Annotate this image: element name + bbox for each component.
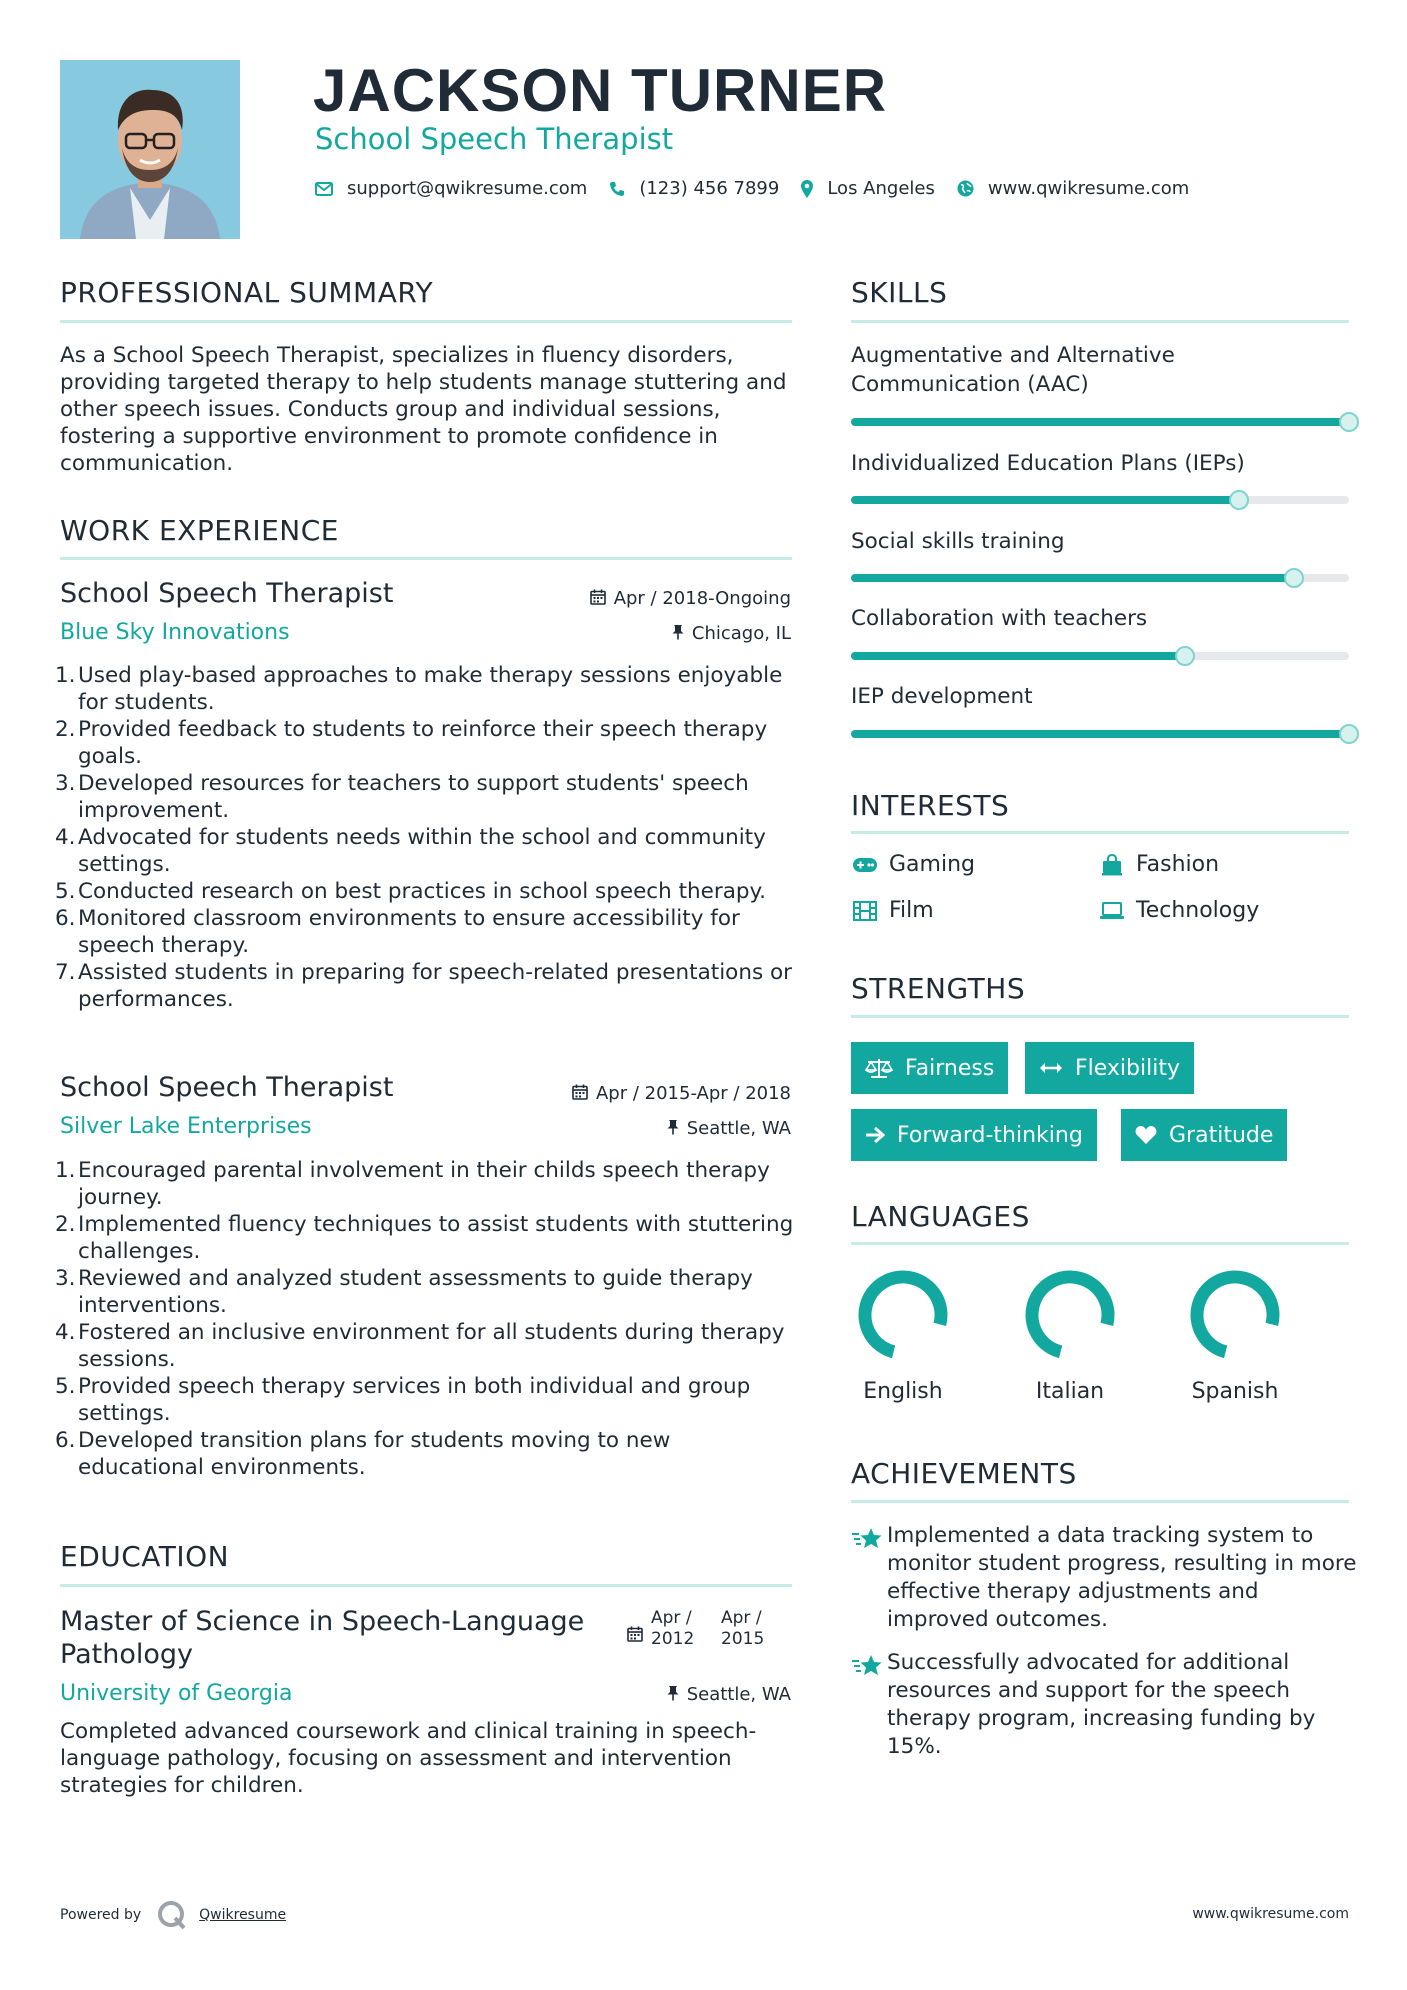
- list-item: 1. Used play-based approaches to make therapy sessions enjoyable for students.: [55, 663, 783, 715]
- interest-item: [851, 898, 934, 923]
- language-level-ring: [1020, 1265, 1120, 1365]
- section-divider: [851, 1242, 1349, 1245]
- interest-label: Film: [889, 898, 934, 923]
- job-location-text: Chicago, IL: [691, 623, 791, 644]
- experience-heading: WORK EXPERIENCE: [60, 514, 339, 547]
- achievement-item: [851, 1649, 1361, 1761]
- list-item: 4. Fostered an inclusive environment for all students during therapy sessions.: [55, 1320, 785, 1372]
- language-item: [1010, 1265, 1130, 1404]
- footer-powered-by: [60, 1900, 286, 1930]
- job-dates-text: Apr / 2018-Ongoing: [613, 588, 791, 609]
- pushpin-icon: [672, 624, 684, 644]
- achievement-text: Implemented a data tracking system to monitor student progress, resulting in more effective therapy adjustments and improved outcomes.: [887, 1523, 1357, 1632]
- skill-bar: [851, 652, 1349, 660]
- skill-bar-fill: [851, 418, 1349, 426]
- summary-heading: PROFESSIONAL SUMMARY: [60, 276, 434, 309]
- qwikresume-logo-icon: [157, 1900, 187, 1930]
- job-bullet-list: [55, 1157, 795, 1481]
- education-dates: [627, 1608, 777, 1650]
- interest-item: [1098, 852, 1219, 877]
- summary-text: As a School Speech Therapist, specializes in fluency disorders, providing targeted therapy to help students manage stuttering and other speech issues. Conducts group and individual sessions, fostering a supportive environment to promote confidence in communication.: [60, 343, 787, 476]
- skill-bar-fill: [851, 652, 1185, 660]
- strength-label: Fairness: [905, 1055, 995, 1081]
- calendar-icon: [627, 1608, 643, 1650]
- skill-bar: [851, 730, 1349, 738]
- section-divider: [851, 1015, 1349, 1018]
- brand-link[interactable]: Qwikresume: [199, 1907, 287, 1923]
- achievement-text: Successfully advocated for additional resources and support for the speech therapy program, increasing funding by 15%.: [887, 1650, 1316, 1759]
- phone-icon: [609, 181, 625, 197]
- education-start: Apr / 2012: [651, 1608, 695, 1649]
- strength-chip: [1025, 1042, 1194, 1094]
- skill-bar-knob: [1339, 724, 1359, 744]
- strength-chip: [851, 1109, 1097, 1161]
- heart-icon: [1135, 1125, 1157, 1145]
- language-level-ring: [853, 1265, 953, 1365]
- contact-bar: [315, 178, 1211, 199]
- job-location: [672, 623, 791, 644]
- education-location: [667, 1684, 791, 1705]
- interest-item: [851, 852, 975, 877]
- job-title: School Speech Therapist: [60, 578, 394, 609]
- job-location-text: Seattle, WA: [686, 1118, 791, 1139]
- gamepad-icon: [851, 857, 879, 873]
- strength-label: Forward-thinking: [897, 1122, 1083, 1148]
- powered-by-label: Powered by: [60, 1907, 142, 1923]
- education-description: Completed advanced coursework and clinical training in speech-language pathology, focusing on assessment and intervention strategies for children.: [60, 1719, 757, 1798]
- list-item: 5. Conducted research on best practices in school speech therapy.: [55, 879, 767, 904]
- interest-label: Gaming: [889, 852, 975, 877]
- strength-label: Flexibility: [1075, 1055, 1180, 1081]
- section-divider: [851, 1500, 1349, 1503]
- skill-bar-knob: [1175, 646, 1195, 666]
- skill-bar: [851, 496, 1349, 504]
- section-divider: [851, 320, 1349, 323]
- strength-chip: [851, 1042, 1008, 1094]
- strengths-heading: STRENGTHS: [851, 972, 1026, 1005]
- interest-label: Technology: [1136, 898, 1260, 923]
- interest-label: Fashion: [1136, 852, 1220, 877]
- interests-heading: INTERESTS: [851, 789, 1010, 822]
- section-divider: [60, 320, 792, 323]
- language-level-ring: [1185, 1265, 1285, 1365]
- list-item: 3. Reviewed and analyzed student assessments to guide therapy interventions.: [55, 1266, 753, 1318]
- skill-bar: [851, 574, 1349, 582]
- achievements-heading: ACHIEVEMENTS: [851, 1457, 1077, 1490]
- globe-icon: [957, 180, 974, 197]
- contact-location: Los Angeles: [827, 178, 935, 199]
- list-item: 1. Encouraged parental involvement in their childs speech therapy journey.: [55, 1158, 770, 1210]
- arrow-right-icon: [865, 1126, 885, 1144]
- strength-label: Gratitude: [1169, 1122, 1274, 1148]
- envelope-icon: [315, 182, 333, 196]
- skill-bar-fill: [851, 496, 1239, 504]
- profile-photo: [60, 60, 240, 239]
- job-location: [667, 1118, 791, 1139]
- education-end: Apr / 2015: [721, 1608, 765, 1649]
- achievement-item: [851, 1522, 1361, 1634]
- school-name: University of Georgia: [60, 1681, 293, 1706]
- skill-label: Collaboration with teachers: [851, 606, 1148, 631]
- job-company: Silver Lake Enterprises: [60, 1114, 312, 1139]
- map-pin-icon: [801, 180, 813, 198]
- language-item: [1175, 1265, 1295, 1404]
- list-item: 6. Monitored classroom environments to ensure accessibility for speech therapy.: [55, 906, 740, 958]
- calendar-icon: [572, 1084, 588, 1104]
- language-label: Spanish: [1191, 1379, 1279, 1404]
- job-dates: [572, 1083, 791, 1104]
- skill-bar: [851, 418, 1349, 426]
- skill-bar-knob: [1339, 412, 1359, 432]
- list-item: 6. Developed transition plans for students moving to new educational environments.: [55, 1428, 671, 1480]
- star-icon: [851, 1522, 887, 1634]
- job-bullet-list: [55, 662, 795, 1013]
- balance-scale-icon: [865, 1057, 893, 1079]
- list-item: 7. Assisted students in preparing for speech-related presentations or performances.: [55, 960, 792, 1012]
- job-dates: [590, 588, 791, 609]
- skill-bar-fill: [851, 574, 1294, 582]
- contact-website[interactable]: www.qwikresume.com: [987, 178, 1190, 199]
- pushpin-icon: [667, 1685, 679, 1705]
- job-company: Blue Sky Innovations: [60, 620, 290, 645]
- job-title: School Speech Therapist: [60, 1072, 394, 1103]
- skill-bar-fill: [851, 730, 1349, 738]
- language-label: Italian: [1035, 1379, 1105, 1404]
- star-icon: [851, 1649, 887, 1761]
- education-heading: EDUCATION: [60, 1540, 230, 1573]
- film-icon: [851, 901, 879, 921]
- skill-label: Augmentative and Alternative Communication (AAC): [851, 343, 1175, 397]
- skills-heading: SKILLS: [851, 276, 948, 309]
- skill-bar-knob: [1284, 568, 1304, 588]
- strength-chip: [1121, 1109, 1287, 1161]
- contact-phone[interactable]: (123) 456 7899: [639, 178, 780, 199]
- interest-item: [1098, 898, 1259, 923]
- list-item: 5. Provided speech therapy services in both individual and group settings.: [55, 1374, 751, 1426]
- contact-email[interactable]: support@qwikresume.com: [347, 178, 588, 199]
- list-item: 2. Provided feedback to students to reinforce their speech therapy goals.: [55, 717, 768, 769]
- list-item: 3. Developed resources for teachers to support students' speech improvement.: [55, 771, 749, 823]
- skill-label: IEP development: [851, 684, 1033, 709]
- shopping-bag-icon: [1098, 854, 1126, 876]
- pushpin-icon: [667, 1119, 679, 1139]
- arrows-horizontal-icon: [1039, 1062, 1063, 1074]
- degree-title: Master of Science in Speech-Language Pathology: [60, 1606, 585, 1670]
- section-divider: [60, 557, 792, 560]
- section-divider: [60, 1584, 792, 1587]
- skill-label: Social skills training: [851, 529, 1065, 554]
- candidate-title: School Speech Therapist: [315, 122, 674, 156]
- footer-website[interactable]: www.qwikresume.com: [1192, 1906, 1349, 1922]
- list-item: 2. Implemented fluency techniques to assist students with stuttering challenges.: [55, 1212, 794, 1264]
- list-item: 4. Advocated for students needs within the school and community settings.: [55, 825, 766, 877]
- language-item: [843, 1265, 963, 1404]
- job-dates-text: Apr / 2015-Apr / 2018: [595, 1083, 791, 1104]
- skill-label: Individualized Education Plans (IEPs): [851, 451, 1245, 476]
- calendar-icon: [590, 589, 606, 609]
- language-label: English: [863, 1379, 943, 1404]
- section-divider: [851, 831, 1349, 834]
- skill-bar-knob: [1229, 490, 1249, 510]
- laptop-icon: [1098, 902, 1126, 920]
- languages-heading: LANGUAGES: [851, 1200, 1030, 1233]
- candidate-name: JACKSON TURNER: [313, 57, 888, 124]
- education-location-text: Seattle, WA: [686, 1684, 791, 1705]
